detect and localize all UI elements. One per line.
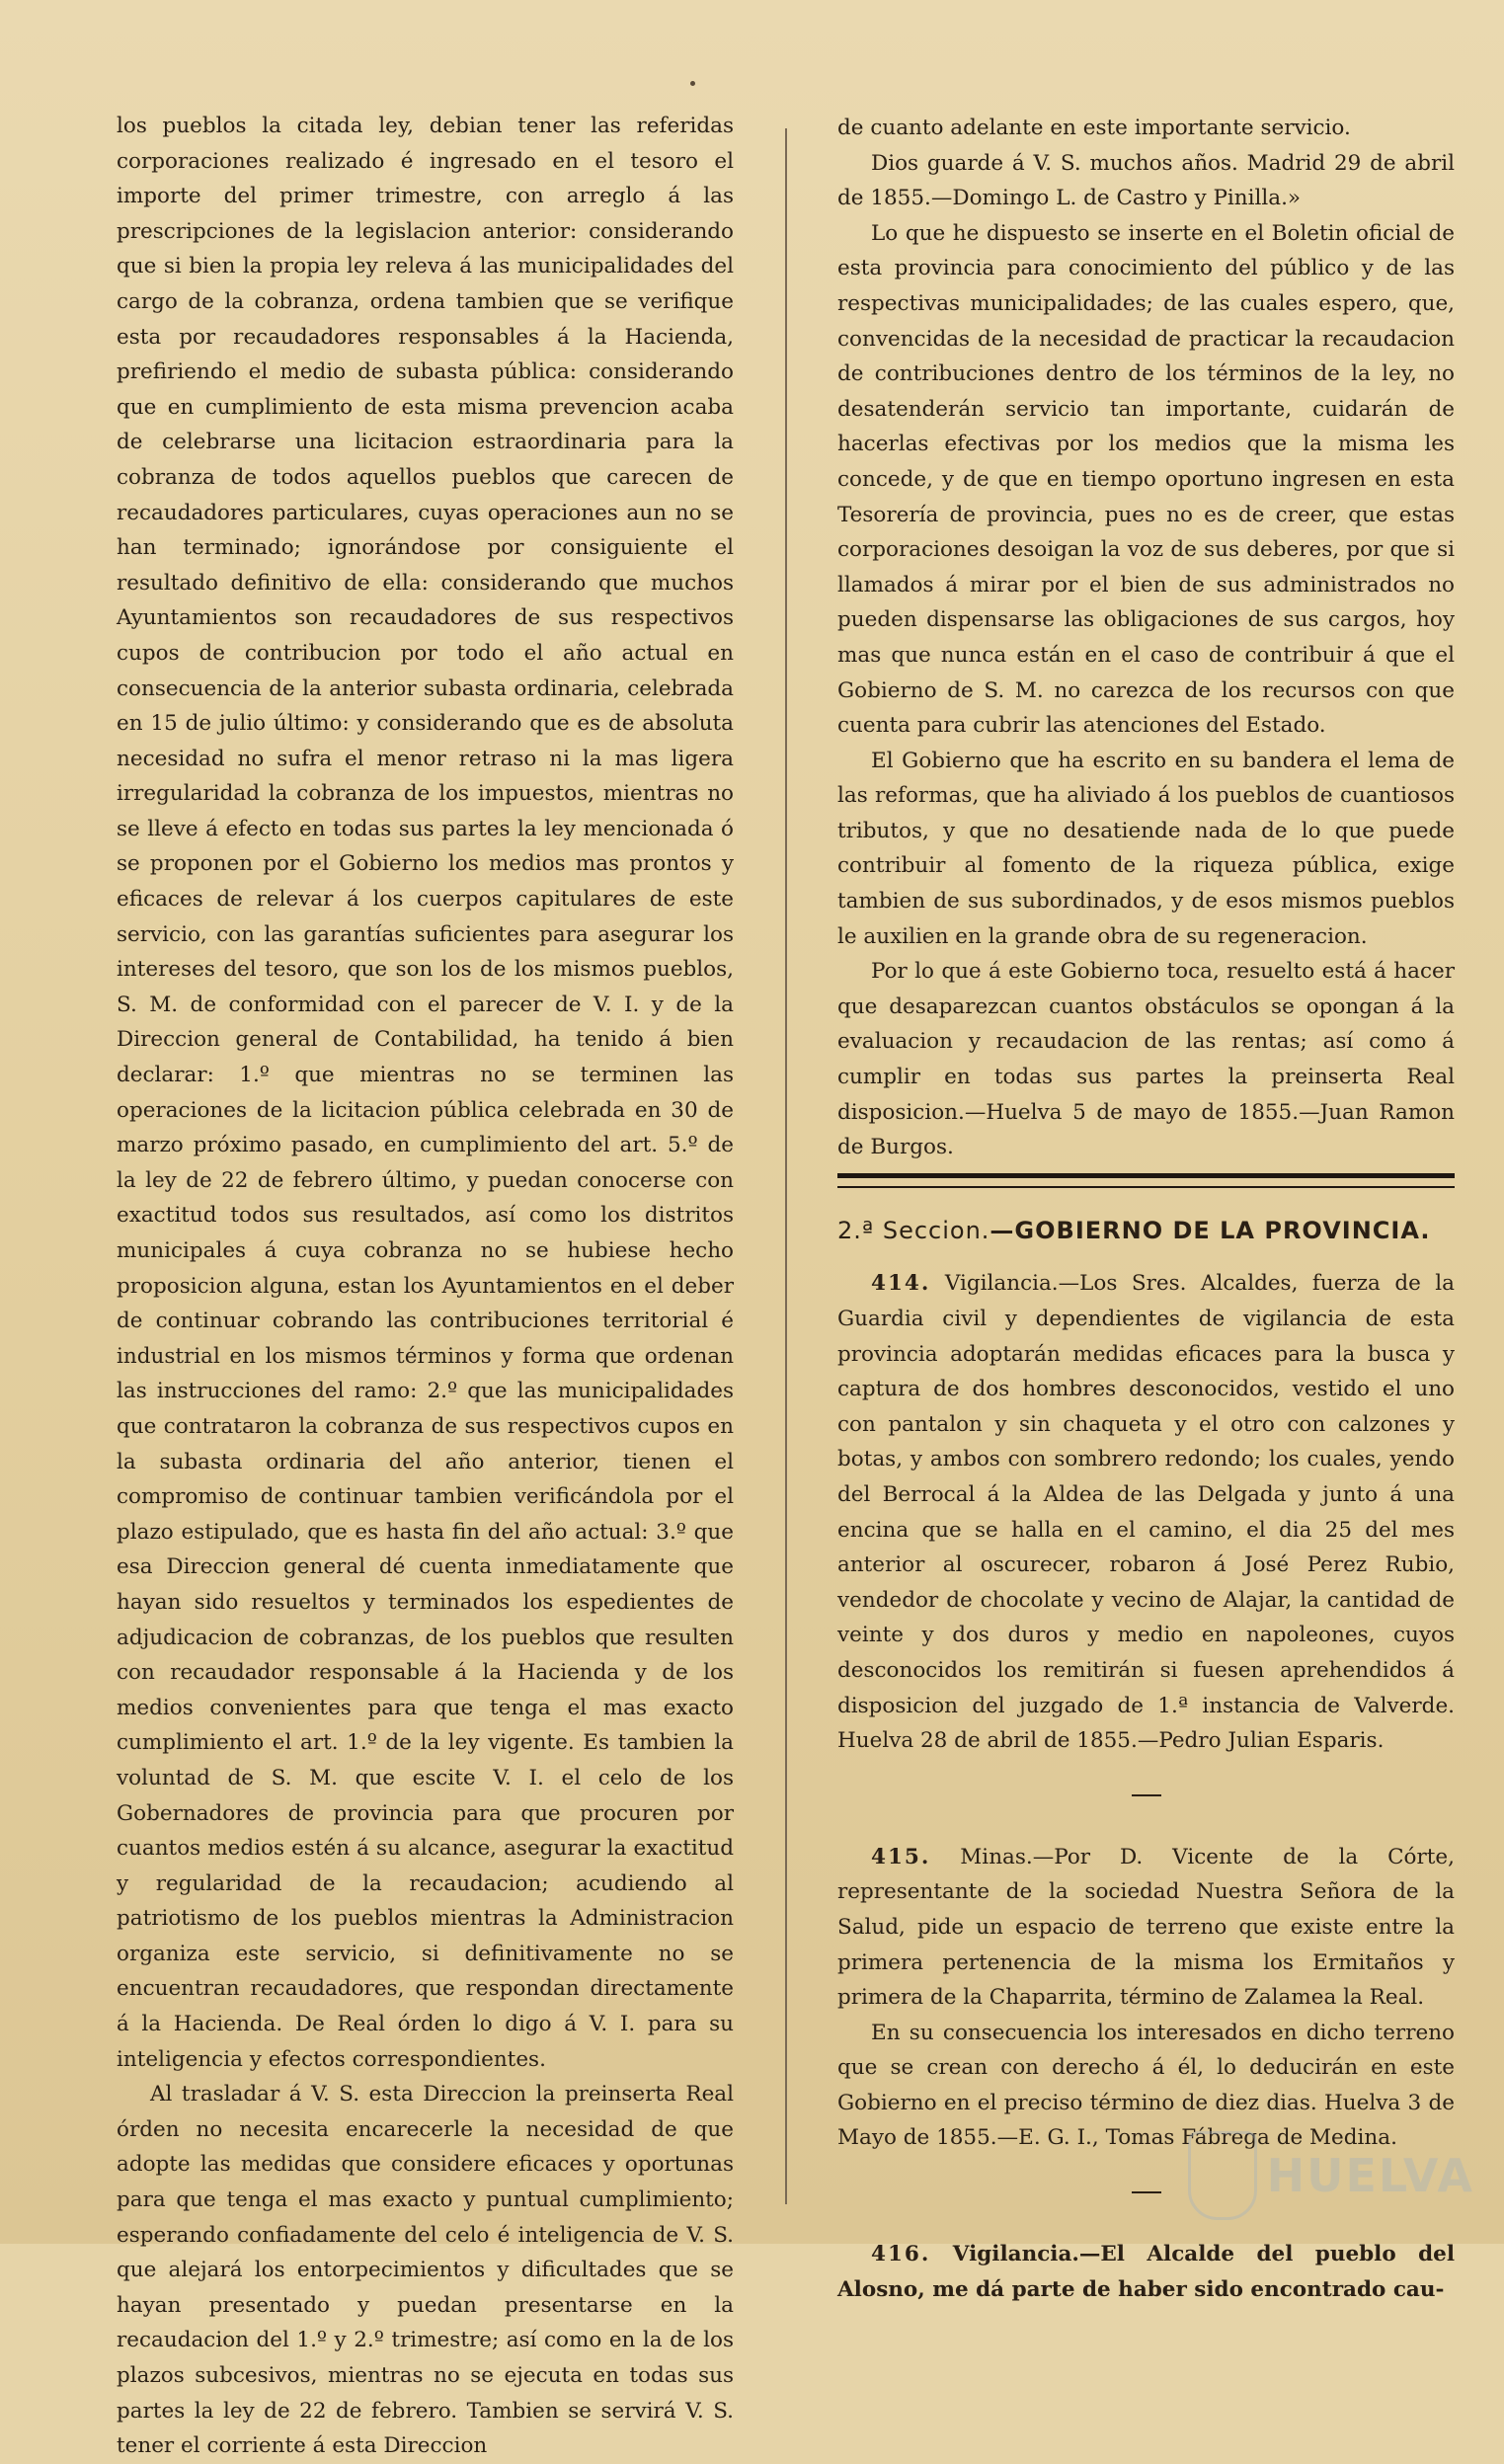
item-416-lead: Vigilancia.—El Alcalde del pueblo del Alosno, me dá parte de haber sido encontrado cau- <box>837 2242 1455 2302</box>
item-416 <box>837 2237 1455 2307</box>
right-column <box>837 111 1455 2302</box>
column-divider <box>785 128 787 2204</box>
item-415-number: 415. <box>871 1844 931 1869</box>
item-414-number: 414. <box>871 1271 931 1297</box>
item-415-text: Minas.—Por D. Vicente de la Córte, representante de la sociedad Nuestra Señora de la Salud, pide un espacio de terreno que existe entre la primera pertenencia de la misma los Ermitaños y primera de la Chaparrita, término de Zalamea la Real. <box>837 1844 1455 2011</box>
item-separator <box>1132 2191 1161 2193</box>
right-paragraph-1: Lo que he dispuesto se inserte en el Boletin oficial de esta provincia para conocimiento del público y de las respectivas municipalidades; de las cuales espero, que, convencidas de la necesidad de practicar la recaudacion de contribuciones dentro de los términos de la ley, no desatenderán servicio tan importante, cuidarán de hacerlas efectivas por los medios que la misma les concede, y de que en tiempo oportuno ingresen en esta Tesorería de provincia, pues no es de creer, que estas corporaciones desoigan la voz de sus deberes, por que si llamados á mirar por el bien de sus administrados no pueden dispensarse las obligaciones de sus cargos, hoy mas que nunca están en el caso de contribuir á que el Gobierno de S. M. no carezca de los recursos con que cuenta para cubrir las atenciones del Estado. <box>837 220 1455 739</box>
archive-watermark <box>1188 2131 1474 2220</box>
section-heading <box>837 1214 1455 1249</box>
right-paragraph-2: El Gobierno que ha escrito en su bandera el lema de las reformas, que ha aliviado á los pueblos de cuantiosos tributos, y que no desatiende nada de lo que puede contribuir al fomento de la riqueza pública, exige tambien de sus subordinados, y de esos mismos pueblos le auxilien en la grande obra de su regeneracion. <box>837 748 1455 949</box>
section-number: 2.ª Seccion. <box>837 1216 990 1244</box>
section-title: —GOBIERNO DE LA PROVINCIA. <box>989 1216 1431 1244</box>
item-416-number: 416. <box>871 2242 931 2267</box>
letter-closing: Dios guarde á V. S. muchos años. Madrid 29 de abril de 1855.—Domingo L. de Castro y Pinilla.» <box>837 150 1455 211</box>
right-paragraph-3: Por lo que á este Gobierno toca, resuelto está á hacer que desaparezcan cuantos obstáculos se opongan á la evaluacion y recaudacion de las rentas; así como á cumplir en todas sus partes la preinserta Real disposicion.—Huelva 5 de mayo de 1855.—Juan Ramon de Burgos. <box>837 959 1455 1160</box>
left-column <box>117 109 734 2459</box>
left-paragraph-1: los pueblos la citada ley, debian tener las referidas corporaciones realizado é ingresado en el tesoro el importe del primer trimestre, con arreglo á las prescripciones de la legislacion anterior: considerando que si bien la propia ley releva á las municipalidades del cargo de la cobranza, ordena tambien que se verifique esta por recaudadores responsables á la Hacienda, prefiriendo el medio de subasta pública: considerando que en cumplimiento de esta misma prevencion acaba de celebrarse una licitacion estraordinaria para la cobranza de todos aquellos pueblos que carecen de recaudadores particulares, cuyas operaciones aun no se han terminado; ignorándose por consiguiente el resultado definitivo de ella: considerando que muchos Ayuntamientos son recaudadores de sus respectivos cupos de contribucion por todo el año actual en consecuencia de la anterior subasta ordinaria, celebrada en 15 de julio último: y considerando que es de absoluta necesidad no sufra el menor retraso ni la mas ligera irregularidad la cobranza de los impuestos, mientras no se lleve á efecto en todas sus partes la ley mencionada ó se proponen por el Gobierno los medios mas prontos y eficaces de relevar á los cuerpos capitulares de este servicio, con las garantías suficientes para asegurar los intereses del tesoro, que son los de los mismos pueblos, S. M. de conformidad con el parecer de V. I. y de la Direccion general de Contabilidad, ha tenido á bien declarar: 1.º que mientras no se terminen las operaciones de la licitacion pública celebrada en 30 de marzo próximo pasado, en cumplimiento del art. 5.º de la ley de 22 de febrero último, y puedan conocerse con exactitud todos sus resultados, así como los distritos municipales á cuya cobranza no se hubiese hecho proposicion alguna, estan los Ayuntamientos en el deber de continuar cobrando las contribuciones territorial é industrial en los mismos términos y forma que ordenan las instrucciones del ramo: 2.º que las municipalidades que contrataron la cobranza de sus respectivos cupos en la subasta ordinaria del año anterior, tienen el compromiso de continuar tambien verificándola por el plazo estipulado, que es hasta fin del año actual: 3.º que esa Direccion general dé cuenta inmediatamente que hayan sido resueltos y terminados los espedientes de adjudicacion de cobranzas, de los pueblos que resulten con recaudador responsable á la Hacienda y de los medios convenientes para que tenga el mas exacto cumplimiento el art. 1.º de la ley vigente. Es tambien la voluntad de S. M. que escite V. I. el celo de los Gobernadores de provincia para que procuren por cuantos medios estén á su alcance, asegurar la exactitud y regularidad de la recaudacion; acudiendo al patriotismo de los pueblos mientras la Administracion organiza este servicio, si definitivamente no se encuentran recaudadores, que respondan directamente á la Hacienda. De Real órden lo digo á V. I. para su inteligencia y efectos correspondientes. <box>117 114 734 2072</box>
print-mark <box>690 81 695 86</box>
right-continuation: de cuanto adelante en este importante servicio. <box>837 116 1351 140</box>
provincial-seal-icon <box>1188 2131 1257 2220</box>
item-415 <box>837 1840 1455 2016</box>
left-paragraph-2: Al trasladar á V. S. esta Direccion la preinserta Real órden no necesita encarecerle la necesidad de que adopte las medidas que considere eficaces y oportunas para que tenga el mas exacto y puntual cumplimiento; esperando confiadamente del celo é inteligencia de V. S. que alejará los entorpecimientos y dificultades que se hayan presentado y puedan presentarse en la recaudacion del 1.º y 2.º trimestre; así como en la de los plazos subcesivos, mientras no se ejecuta en todas sus partes la ley de 22 de febrero. Tambien se servirá V. S. tener el corriente á esta Direccion <box>117 2082 734 2459</box>
watermark-text: HUELVA <box>1266 2149 1474 2202</box>
section-rule <box>837 1173 1455 1188</box>
item-414-text: Vigilancia.—Los Sres. Alcaldes, fuerza de la Guardia civil y dependientes de vigilancia de esta provincia adoptarán medidas eficaces para la busca y captura de dos hombres desconocidos, vestido el uno con pantalon y sin chaqueta y el otro con calzones y botas, y ambos con sombrero redondo; los cuales, yendo del Berrocal á la Aldea de las Delgada y junto á una encina que se halla en el camino, el dia 25 del mes anterior al oscurecer, robaron á José Perez Rubio, vendedor de chocolate y vecino de Alajar, la cantidad de veinte y dos duros y medio en napoleones, cuyos desconocidos los remitirán si fuesen aprehendidos á disposicion del juzgado de 1.ª instancia de Valverde. Huelva 28 de abril de 1855.—Pedro Julian Esparis. <box>837 1271 1455 1754</box>
item-414 <box>837 1266 1455 1758</box>
item-separator <box>1132 1794 1161 1796</box>
item-415-followup: En su consecuencia los interesados en dicho terreno que se crean con derecho á él, lo deducirán en este Gobierno en el preciso término de diez dias. Huelva 3 de Mayo de 1855.—E. G. I., Tomas Fábrega de Medina. <box>837 2020 1455 2151</box>
